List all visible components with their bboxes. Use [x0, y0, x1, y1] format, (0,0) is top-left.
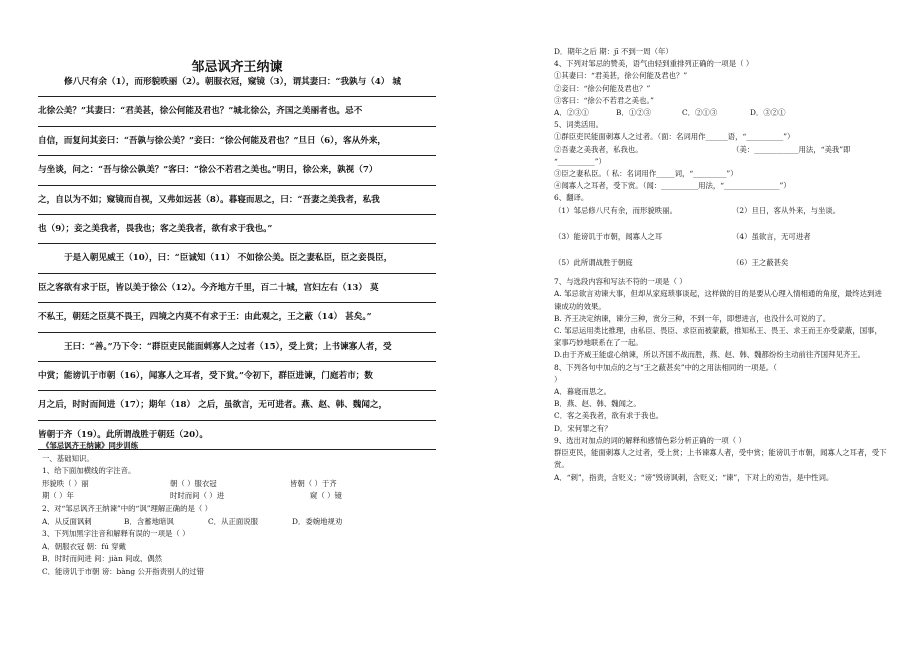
question-2-options	[42, 516, 436, 529]
quoted-text: 群臣吏民，能面刺寡人之过者，受上赏；上书谏寡人者，受中赏；能谤讥于市朝，闻寡人之耳者，受下赏。	[554, 448, 887, 470]
question-4-options	[554, 107, 889, 119]
passage-line: 中赏；能谤讥于市朝（16），闻寡人之耳者，受下赏。”令初下，群臣进谏，门庭若市；数	[38, 362, 436, 391]
option: C. 邹忌运用类比推理，由私臣、畏臣、求臣而被蒙蔽，推知私王、畏王、求王而王亦受蒙蔽，国事，家事巧妙地联系在了一起。	[554, 326, 882, 348]
translation-item: （2）旦日，客从外来，与坐谈。	[732, 205, 841, 215]
passage-line: 自信，而复问其妾曰：“吾孰与徐公美？”妾曰：“徐公何能及君也？”旦日（6），客从外来，	[38, 127, 436, 156]
option: A．暮寝而思之。	[554, 387, 612, 397]
option: C．从正面说服	[208, 516, 258, 526]
pinyin-item: 时时而间（ ）进	[170, 491, 225, 501]
question-9: 9、选出对加点的词的解释和感情色彩分析正确的一项（ ）	[554, 435, 746, 445]
question-6: 6、翻译。	[554, 193, 589, 203]
item-text: （美：____________用法，“美我”即	[732, 144, 851, 154]
option: D．期年之后 期：jī 不到一周（年）	[554, 47, 673, 56]
passage-line: 王曰：“善。”乃下令：“群臣吏民能面刺寡人之过者（15），受上赏；上书谏寡人者，受	[38, 333, 436, 362]
option: B．燕、赵、韩、魏闻之。	[554, 399, 641, 409]
question-3: 3、下列加黑字注音和解释有误的一项是（ ）	[42, 529, 190, 539]
question-8-close: ）	[554, 374, 562, 384]
option: A．朝服衣冠 朝：fú 穿戴	[42, 541, 127, 551]
pinyin-item: 期（ ）年	[42, 491, 74, 501]
option: A．从反面讽刺	[42, 516, 92, 526]
page-title: 邹忌讽齐王纳谏	[191, 60, 283, 75]
list-item: ①其妻曰：“君美甚，徐公何能及君也？”	[554, 71, 688, 81]
exercise-heading: 《邹忌讽齐王纳谏》同步训练	[42, 441, 139, 450]
passage-line: 修八尺有余（1），而形貌昳丽（2）。朝服衣冠，窥镜（3），谓其妻曰：“我孰与（4） 城	[38, 68, 436, 97]
pinyin-item: 形貌昳（ ）丽	[42, 478, 89, 488]
option: D.由于齐威王能虚心纳谏，所以齐国不战而胜，燕、赵、韩、魏都纷纷主动前往齐国拜见齐王。	[554, 350, 866, 360]
pinyin-item: 皆朝（ ）于齐	[290, 478, 337, 488]
exercise-section	[42, 440, 436, 579]
option: C．客之美我者，欲有求于我也。	[554, 411, 664, 421]
passage-line: 北徐公美？”其妻曰：“君美甚，徐公何能及君也？”城北徐公，齐国之美丽者也。忌不	[38, 97, 436, 126]
translation-item: （6）王之蔽甚矣	[732, 258, 789, 268]
option: D．委婉地规劝	[292, 516, 343, 526]
question-4: 4、下列对邹忌的赞美，语气由轻到重排列正确的一项是（ ）	[554, 59, 754, 69]
question-text: 8、下列各句中加点的之与“王之蔽甚矣”中的之用法相同的一项是。（	[554, 362, 777, 372]
list-item: ②妾曰：“徐公何能及君也？”	[554, 83, 651, 93]
translation-item: （3）能谤讥于市朝，闻寡人之耳	[554, 231, 663, 241]
passage-line: 与坐谈，问之：“吾与徐公孰美？”客曰：“徐公不若君之美也。”明日，徐公来，孰视（7）	[38, 156, 436, 185]
translation-item: （4）虽欲言，无可进者	[732, 231, 811, 241]
option: D．③②①	[750, 108, 786, 118]
option: C．能谤讥于市朝 谤：bàng 公开指责别人的过错	[42, 566, 205, 576]
section-heading: 一、基础知识。	[42, 453, 94, 463]
question-8	[554, 362, 889, 374]
translation-row	[554, 231, 889, 243]
option: A．②③①	[554, 108, 589, 118]
right-column	[554, 0, 889, 484]
passage-line: 月之后，时时而间进（17）；期年（18） 之后，虽欲言，无可进者。燕、赵、韩、魏闻之，	[38, 391, 436, 420]
translation-item: （1）邹忌修八尺有余，而形貌昳丽。	[554, 205, 677, 215]
translation-row	[554, 257, 889, 269]
list-item: ③臣之妻私臣。（ 私：名词用作_____词，“_________”）	[554, 169, 738, 179]
option: B．含蓄地暗讽	[124, 516, 174, 526]
passage-line: 不私王，朝廷之臣莫不畏王，四境之内莫不有求于王：由此观之，王之蔽（14） 甚矣。”	[38, 303, 436, 332]
translation-item: （5）此所谓战胜于朝庭	[554, 258, 633, 268]
question-7: 7、与选段内容和写法不符的一项是（ ）	[554, 277, 687, 287]
passage	[38, 68, 436, 450]
option: B. 齐王决定纳谏，谏分三种，赏分三种，不到一年，即想进言，也没什么可说的了。	[554, 313, 831, 323]
question-5: 5、词类活用。	[554, 120, 604, 130]
option: A. 邹忌欲言劝谏大事，但却从家庭琐事谈起，这样做的目的是要从心理入情相通的角度，最终达到进谏成功的效果。	[554, 289, 882, 311]
passage-line: 皆朝于齐（19）。此所谓战胜于朝廷（20）。	[38, 421, 436, 450]
list-item: ①群臣吏民能面刺寡人之过者。（面：名词用作______语，“__________”）	[554, 132, 795, 142]
translation-row	[554, 205, 889, 217]
passage-line: 臣之客欲有求于臣，皆以美于徐公（12）。今齐地方千里，百二十城，宫妇左右（13） 莫	[38, 274, 436, 303]
passage-line: 之，自以为不如；窥镜而自视，又弗如远甚（8）。暮寝而思之，曰：“吾妻之美我者，私我	[38, 186, 436, 215]
option: C．②①③	[682, 108, 718, 118]
option: D．宋何罪之有？	[554, 423, 612, 433]
exercise-continued	[554, 0, 889, 484]
pinyin-item: 朝（ ）服衣冠	[170, 478, 217, 488]
list-item: ③客曰：“徐公不若君之美也。”	[554, 95, 654, 105]
passage-line: 也（9）；妾之美我者，畏我也；客之美我者，欲有求于我也。”	[38, 215, 436, 244]
list-item: ④闻寡人之耳者，受下赏。（闻：__________用法，“_______________”）	[554, 181, 791, 191]
option: B．①②③	[616, 108, 651, 118]
item-text: ②吾妻之美我者，私我也。	[554, 144, 643, 154]
question-1: 1、给下面加横线的字注音。	[42, 466, 136, 476]
option: B．时时而间进 间：jiàn 间或、偶然	[42, 554, 163, 564]
list-item: “__________”）	[554, 156, 606, 166]
question-2: 2、对“邹忌讽齐王纳谏”中的“讽”理解正确的是（ ）	[42, 503, 212, 513]
pinyin-item: 窥（ ）镜	[310, 491, 342, 501]
question-1-row-1	[42, 478, 436, 491]
list-item	[554, 144, 889, 156]
passage-line: 于是入朝见威王（10），曰：“臣诚知（11） 不如徐公美。臣之妻私臣，臣之妾畏臣，	[38, 244, 436, 273]
option: A．“刺”，指责，含贬义；“谤”毁谤讽刺，含贬义；“谏”，下对上的劝告，是中性词。	[554, 472, 834, 482]
question-1-row-2	[42, 490, 436, 503]
